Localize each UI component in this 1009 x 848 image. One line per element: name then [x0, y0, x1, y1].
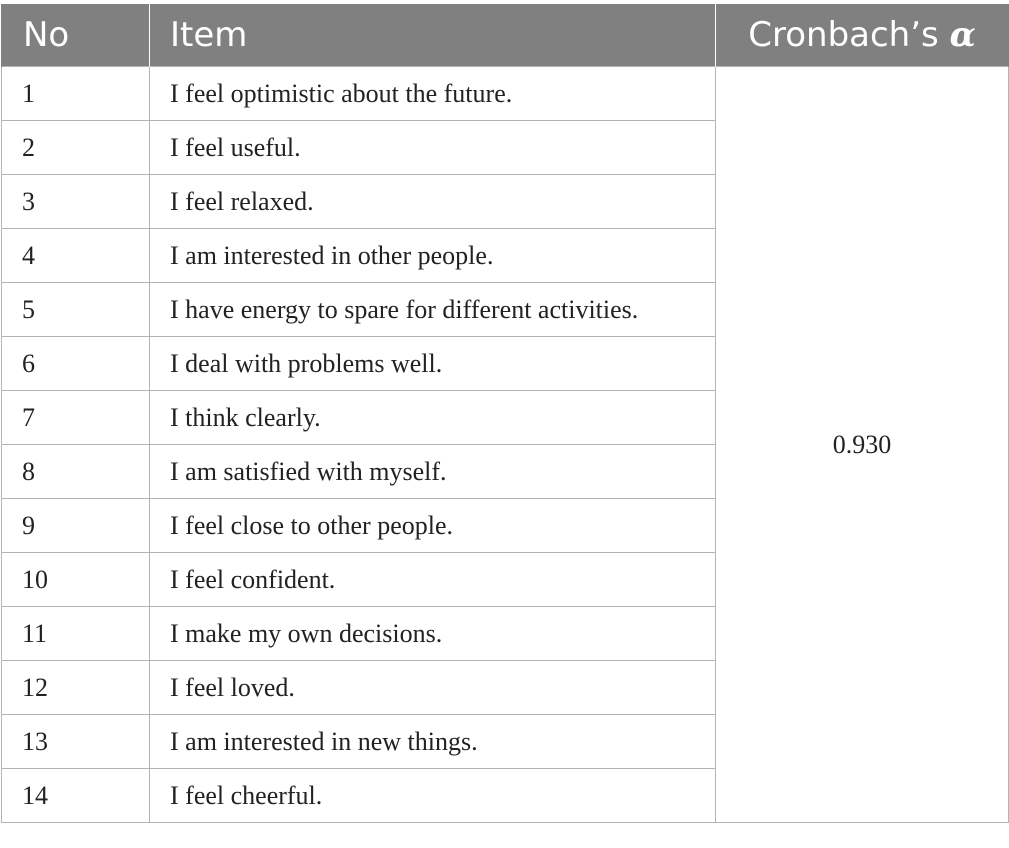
row-item-text: I am interested in new things.	[150, 715, 716, 769]
table-body	[2, 67, 1009, 823]
header-alpha-symbol: α	[949, 15, 976, 55]
row-number: 3	[2, 175, 150, 229]
row-item-text: I deal with problems well.	[150, 337, 716, 391]
row-number: 6	[2, 337, 150, 391]
table-row	[2, 67, 1009, 121]
cronbach-alpha-value: 0.930	[716, 67, 1009, 823]
row-item-text: I am satisfied with myself.	[150, 445, 716, 499]
row-number: 10	[2, 553, 150, 607]
row-number: 14	[2, 769, 150, 823]
row-number: 5	[2, 283, 150, 337]
row-item-text: I feel cheerful.	[150, 769, 716, 823]
header-item: Item	[150, 4, 716, 67]
header-alpha-label: Cronbach’s	[748, 15, 939, 55]
header-no: No	[2, 4, 150, 67]
row-number: 9	[2, 499, 150, 553]
row-item-text: I make my own decisions.	[150, 607, 716, 661]
header-cronbach-alpha	[716, 4, 1009, 67]
row-item-text: I feel useful.	[150, 121, 716, 175]
row-item-text: I am interested in other people.	[150, 229, 716, 283]
table-header-row	[2, 4, 1009, 67]
row-number: 8	[2, 445, 150, 499]
row-item-text: I feel confident.	[150, 553, 716, 607]
row-item-text: I feel loved.	[150, 661, 716, 715]
row-number: 12	[2, 661, 150, 715]
row-item-text: I feel relaxed.	[150, 175, 716, 229]
row-item-text: I feel close to other people.	[150, 499, 716, 553]
row-number: 7	[2, 391, 150, 445]
row-number: 13	[2, 715, 150, 769]
row-number: 2	[2, 121, 150, 175]
scale-items-table	[1, 4, 1009, 823]
row-item-text: I have energy to spare for different activities.	[150, 283, 716, 337]
row-number: 11	[2, 607, 150, 661]
row-number: 1	[2, 67, 150, 121]
row-number: 4	[2, 229, 150, 283]
row-item-text: I think clearly.	[150, 391, 716, 445]
row-item-text: I feel optimistic about the future.	[150, 67, 716, 121]
